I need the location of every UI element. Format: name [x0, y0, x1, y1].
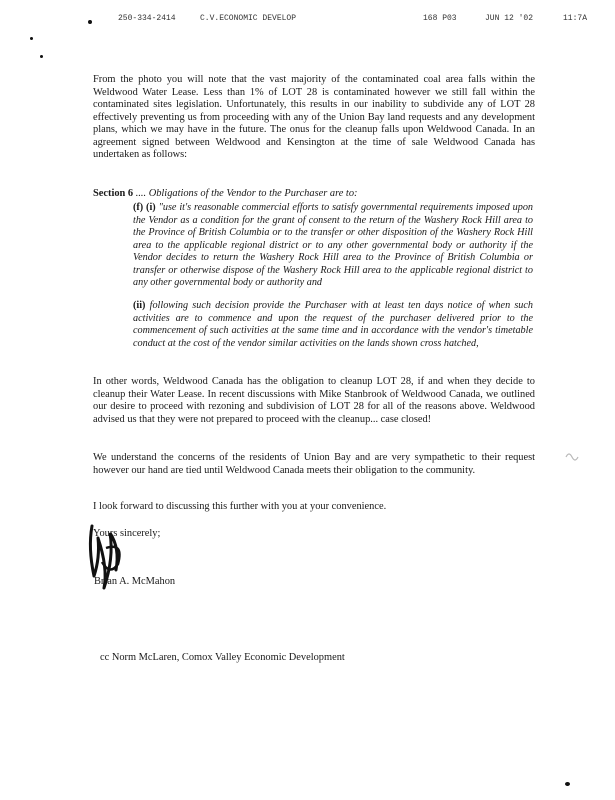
fax-page-code: 168 P03: [423, 14, 457, 23]
clause-ii-marker: (ii): [133, 300, 146, 311]
signature-block: [80, 518, 240, 608]
fax-phone: 250-334-2414: [118, 14, 176, 23]
paragraph-closing: I look forward to discussing this further with you at your convenience.: [93, 501, 387, 512]
clause-ii-text: following such decision provide the Purchaser with at least ten days notice of when such activities are to commence and upon the request of the purchaser delivered prior to the commencement of such activities at the same time and in accordance with the vendor's timetable conduct at the cost of the vendor similar activities on the lands shown cross hatched,: [133, 300, 533, 349]
section-heading: [93, 188, 543, 201]
fax-header: [118, 14, 608, 28]
clause-ii: [133, 300, 533, 350]
clause-f-text: "use it's reasonable commercial efforts to satisfy governmental requirements imposed upon the Vendor as a condition for the grant of consent to the return of the Washery Rock Hill area to the Province of British Columbia or to the transfer or other disposition of the Washery Rock Hill area to the applicable regional district or to any other governmental body or authority if the Vendor decides to return the Washery Rock Hill area to the Province of British Columbia or transfer or otherwise dispose of the Washery Rock Hill area to the applicable regional district to any other governmental body or authority and: [133, 202, 534, 288]
clause-f-i: [133, 202, 533, 290]
scan-speck: [40, 55, 43, 58]
fax-sender: C.V.ECONOMIC DEVELOP: [200, 14, 297, 23]
section-label: Section 6: [93, 188, 134, 199]
section-title: .... Obligations of the Vendor to the Purchaser are to:: [135, 188, 358, 199]
cc-line: cc Norm McLaren, Comox Valley Economic Development: [100, 652, 345, 663]
scan-speck: [88, 20, 92, 24]
paragraph-obligation: In other words, Weldwood Canada has the obligation to cleanup LOT 28, if and when they decide to cleanup their Water Lease. In recent discussions with Mike Stanbrook of Weldwood Canada, we outlined our desire to proceed with rezoning and subdivision of LOT 28 for all of the reasons above. Weldwood advised us that they were not prepared to proceed with the cleanup... case closed!: [93, 376, 535, 425]
salutation: Yours sincerely;: [93, 528, 161, 539]
fax-date: JUN 12 '02: [485, 14, 534, 23]
clause-f-marker: (f) (i): [133, 202, 156, 213]
paragraph-concerns: We understand the concerns of the residents of Union Bay and are very sympathetic to their request however our hand are tied until Weldwood Canada meets their obligation to the community.: [93, 452, 535, 476]
fax-time: 11:7A: [563, 14, 588, 23]
paragraph-contamination: From the photo you will note that the vast majority of the contaminated coal area falls within the Weldwood Water Lease. Less than 1% of LOT 28 is contaminated however we still fall within the contaminated sites legislation. Unfortunately, this results in our inability to subdivide any of LOT 28 effectively preventing us from proceeding with any of the Union Bay land requests and any development plans, which we may have in the future. The onus for the cleanup falls upon Weldwood Canada. In an agreement signed between Weldwood and Kensington at the time of sale Weldwood Canada has undertaken as follows:: [93, 74, 535, 160]
signer-name: Brian A. McMahon: [94, 576, 176, 587]
scan-speck: [565, 782, 570, 786]
scan-speck: [30, 37, 33, 40]
faint-mark: [565, 450, 581, 464]
